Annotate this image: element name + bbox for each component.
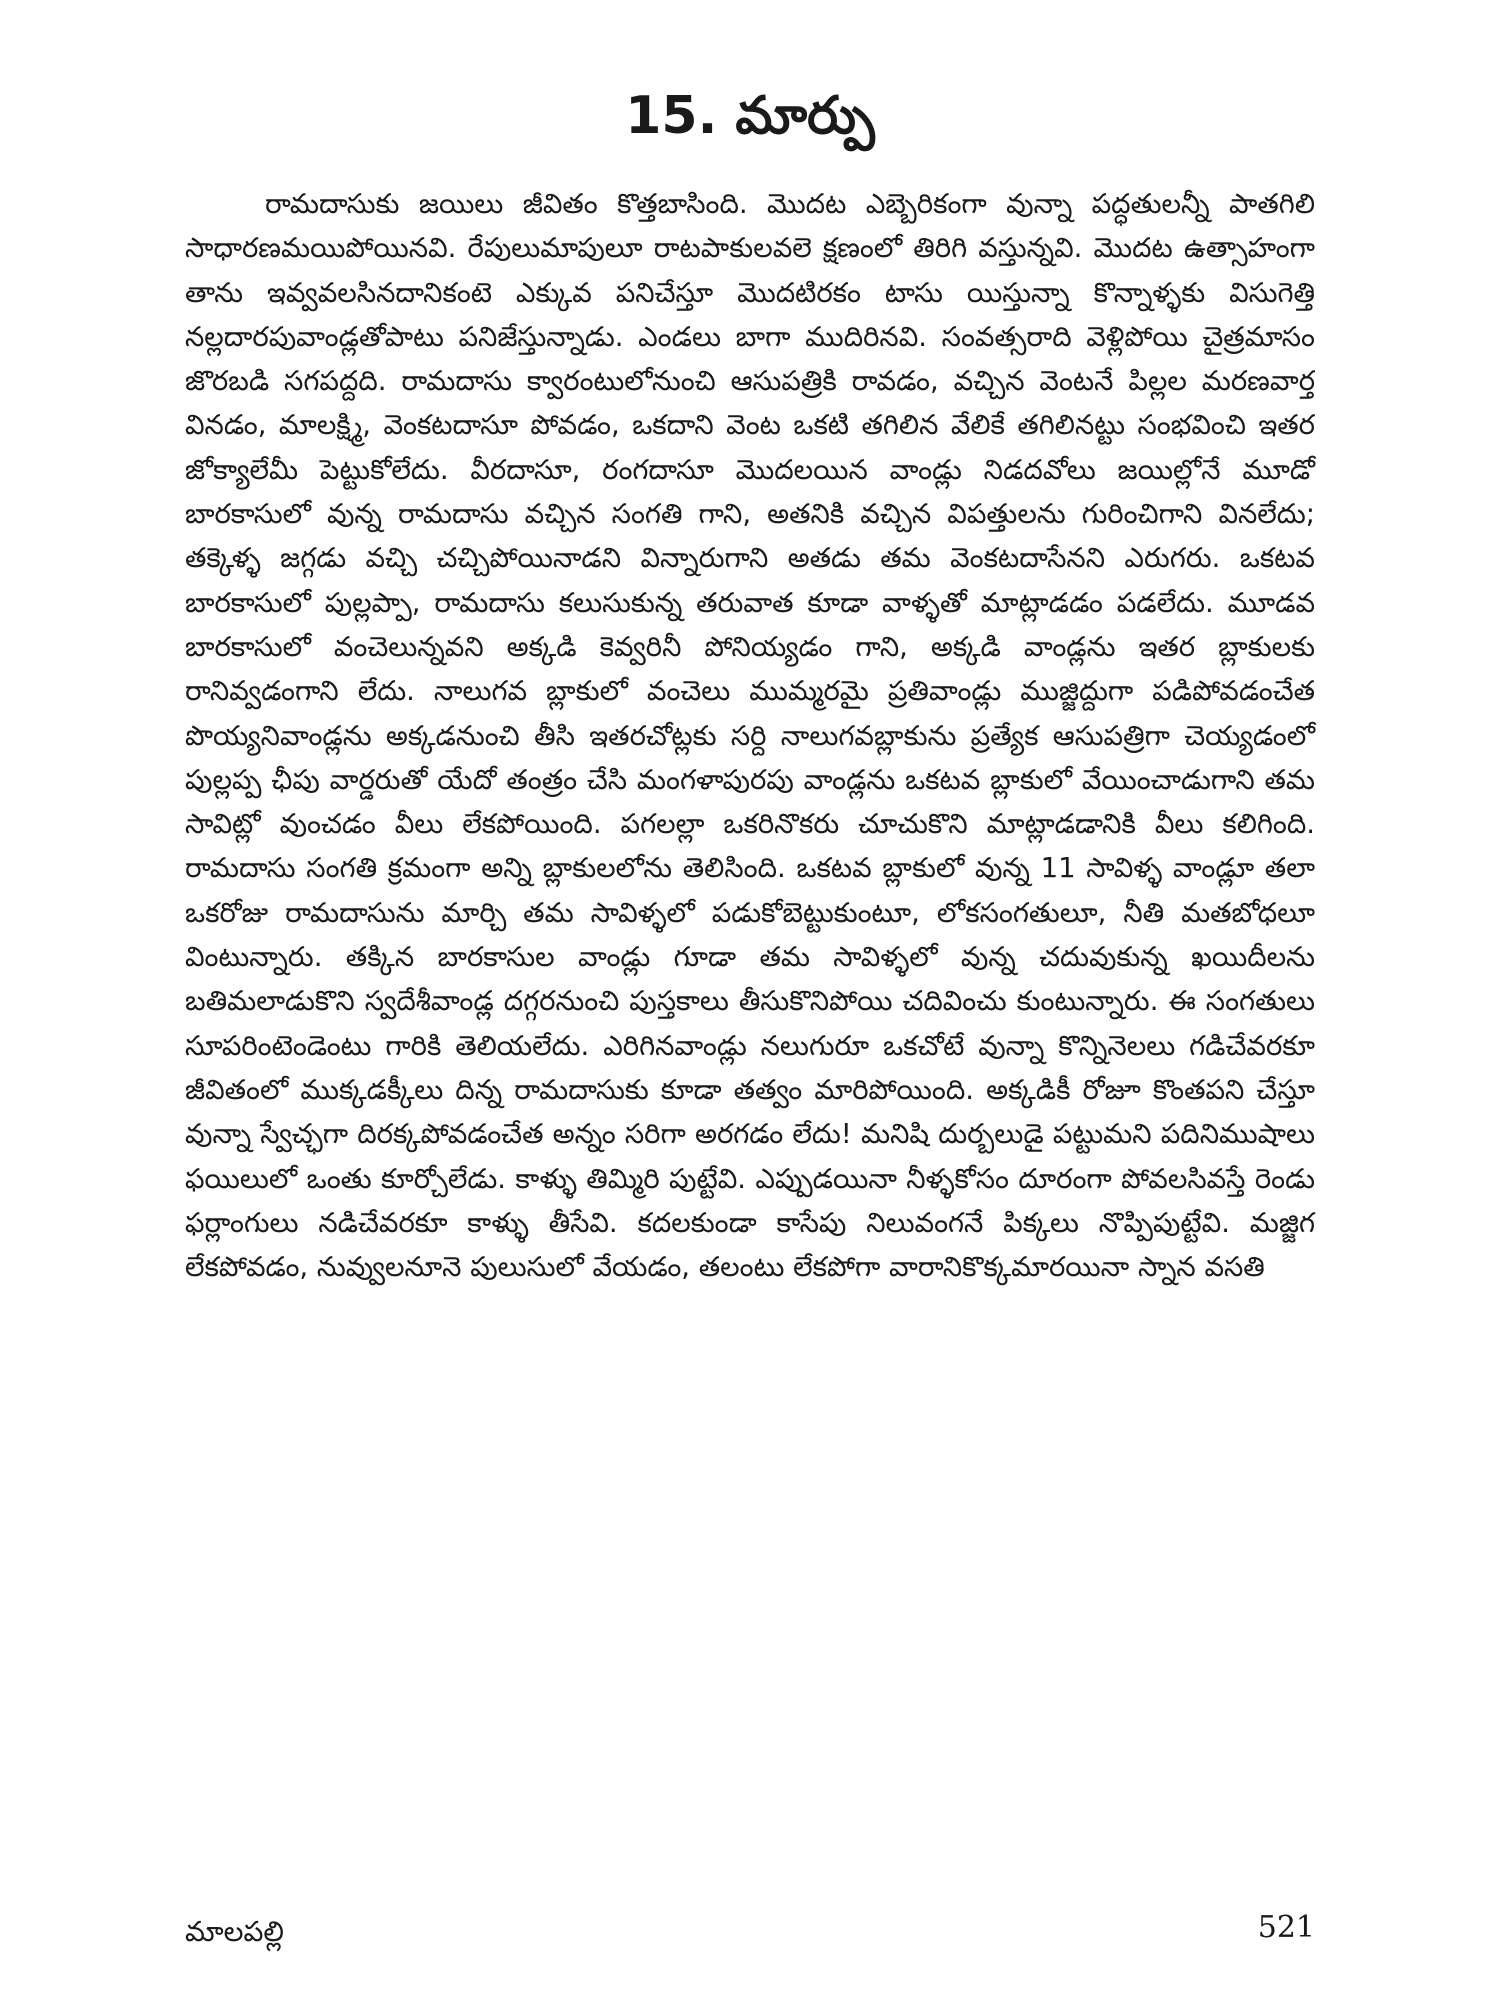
- page-number: 521: [1257, 1910, 1315, 1945]
- body-paragraph: రామదాసుకు జయిలు జీవితం కొత్తబాసింది. మొదట ఎబ్బెరికంగా వున్నా పద్ధతులన్నీ పాతగిలి సాధారణమయిపోయినవి. రేపులుమాపులూ రాటపాకులవలె క్షణంలో తిరిగి వస్తున్నవి. మొదట ఉత్సాహంగా తాను ఇవ్వవలసినదానికంటె ఎక్కువ పనిచేస్తూ మొదటిరకం టాసు యిస్తున్నా కొన్నాళ్ళకు విసుగెత్తి నల్లదారపువాండ్లతోపాటు పనిజేస్తున్నాడు. ఎండలు బాగా ముదిరినవి. సంవత్సరాది వెళ్లిపోయి చైత్రమాసం జొరబడి సగపద్దది. రామదాసు క్వారంటులోనుంచి ఆసుపత్రికి రావడం, వచ్చిన వెంటనే పిల్లల మరణవార్త వినడం, మాలక్ష్మి, వెంకటదాసూ పోవడం, ఒకదాని వెంట ఒకటి తగిలిన వేలికే తగిలినట్టు సంభవించి ఇతర జోక్యాలేమీ పెట్టుకోలేదు. వీరదాసూ, రంగదాసూ మొదలయిన వాండ్లు నిడదవోలు జయిల్లోనే మూడో బారకాసులో వున్న రామదాసు వచ్చిన సంగతి గాని, అతనికి వచ్చిన విపత్తులను గురించిగాని వినలేదు; తక్కెళ్ళ జగ్గడు వచ్చి చచ్చిపోయినాడని విన్నారుగాని అతడు తమ వెంకటదాసేనని ఎరుగరు. ఒకటవ బారకాసులో పుల్లప్పా, రామదాసు కలుసుకున్న తరువాత కూడా వాళ్ళతో మాట్లాడడం పడలేదు. మూడవ బారకాసులో వంచెలున్నవని అక్కడి కెవ్వరినీ పోనియ్యడం గాని, అక్కడి వాండ్లను ఇతర బ్లాకులకు రానివ్వడంగాని లేదు. నాలుగవ బ్లాకులో వంచెలు ముమ్మరమై ప్రతివాండ్లు ముజ్జిద్దుగా పడిపోవడంచేత పొయ్యనివాండ్లను అక్కడనుంచి తీసి ఇతరచోట్లకు సర్ది నాలుగవబ్లాకును ప్రత్యేక ఆసుపత్రిగా చెయ్యడంలో పుల్లప్ప ఛీపు వార్డరుతో యేదో తంత్రం చేసి మంగళాపురపు వాండ్లను ఒకటవ బ్లాకులో వేయించాడుగాని తమ సావిట్లో వుంచడం వీలు లేకపోయింది. పగలల్లా ఒకరినొకరు చూచుకొని మాట్లాడడానికి వీలు కలిగింది. రామదాసు సంగతి క్రమంగా అన్ని బ్లాకులలోను తెలిసింది. ఒకటవ బ్లాకులో వున్న 11 సావిళ్ళ వాండ్లూ తలా ఒకరోజు రామదాసును మార్చి తమ సావిళ్ళలో పడుకోబెట్టుకుంటూ, లోకసంగతులూ, నీతి మతబోధలూ వింటున్నారు. తక్కిన బారకాసుల వాండ్లు గూడా తమ సావిళ్ళలో వున్న చదువుకున్న ఖయిదీలను బతిమలాడుకొని స్వదేశీవాండ్ల దగ్గరనుంచి పుస్తకాలు తీసుకొనిపోయి చదివించు కుంటున్నారు. ఈ సంగతులు సూపరింటెండెంటు గారికి తెలియలేదు. ఎరిగినవాండ్లు నలుగురూ ఒకచోటే వున్నా కొన్నినెలలు గడిచేవరకూ జీవితంలో ముక్కడక్కీలు దిన్న రామదాసుకు కూడా తత్వం మారిపోయింది. అక్కడికీ రోజూ కొంతపని చేస్తూ వున్నా స్వేచ్ఛగా దిరక్కపోవడంచేత అన్నం సరిగా అరగడం లేదు! మనిషి దుర్బలుడై పట్టుమని పదినిముషాలు ఫయిలులో ఒంతు కూర్చోలేడు. కాళ్ళు తిమ్మిరి పుట్టేవి. ఎప్పుడయినా నీళ్ళకోసం దూరంగా పోవలసివస్తే రెండు ఫర్లాంగులు నడిచేవరకూ కాళ్ళు తీసేవి. కదలకుండా కాసేపు నిలువంగనే పిక్కలు నొప్పిపుట్టేవి. మజ్జిగ లేకపోవడం, నువ్వులనూనె పులుసులో వేయడం, తలంటు లేకపోగా వారానికొక్కమారయినా స్నాన వసతి: [185, 188, 1315, 1284]
- chapter-title: 15. మార్పు: [625, 86, 875, 146]
- footer-book-title: మాలపల్లి: [185, 1915, 284, 1948]
